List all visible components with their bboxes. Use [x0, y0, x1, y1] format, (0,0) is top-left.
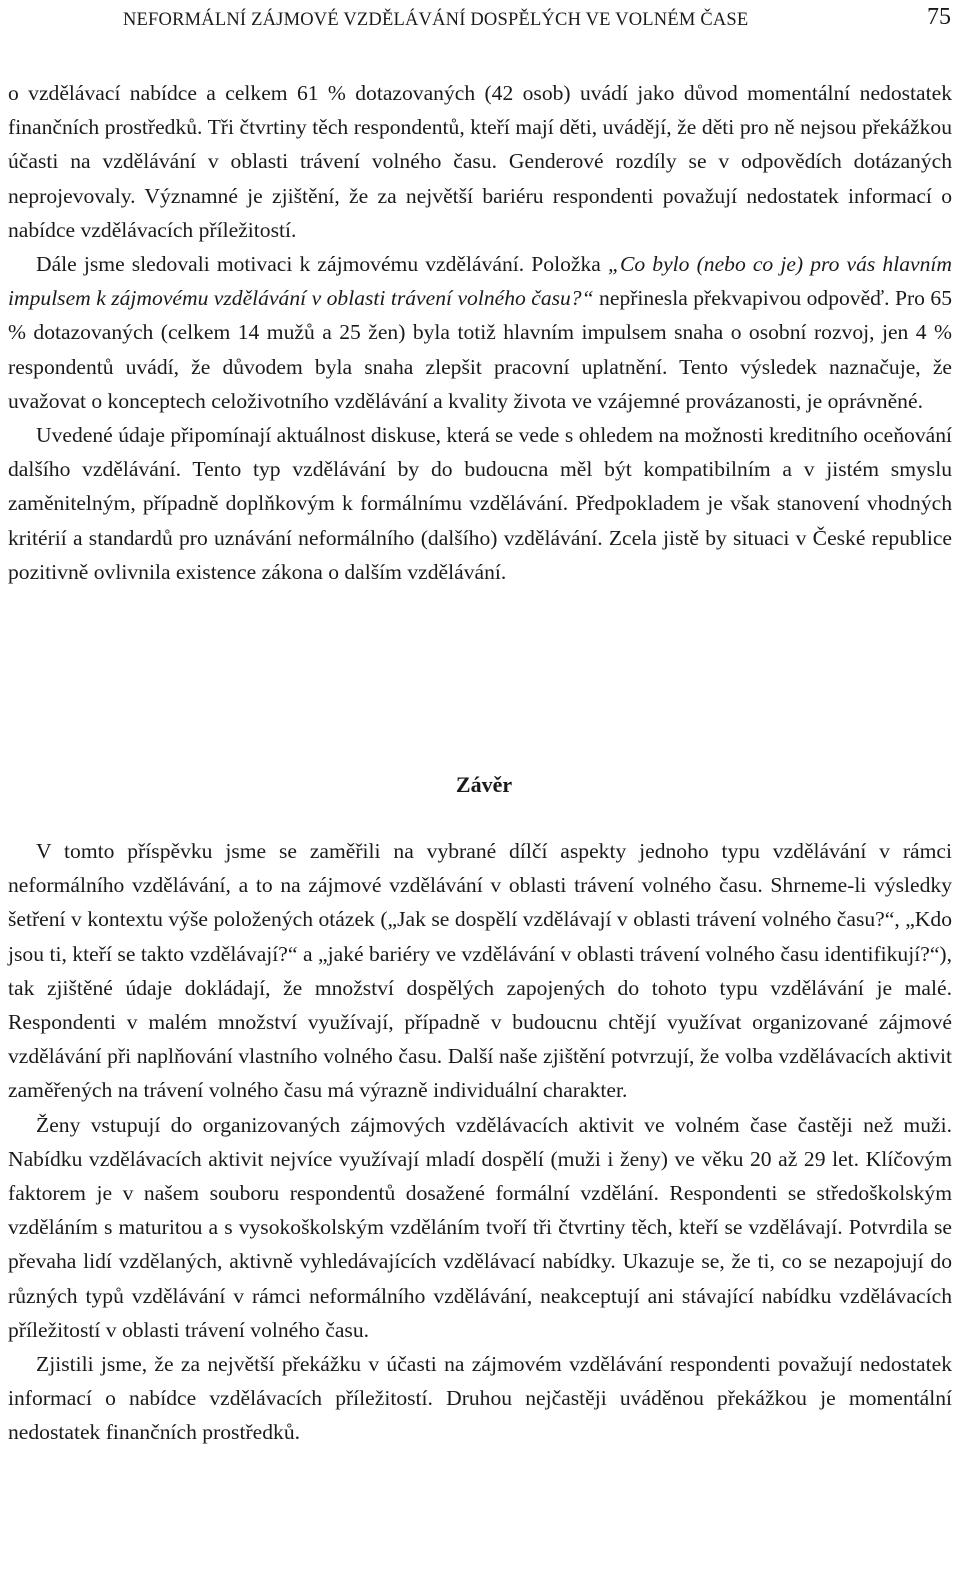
paragraph: V tomto příspěvku jsme se zaměřili na vybrané dílčí aspekty jednoho typu vzdělávání v rámci neformálního vzdělávání, a to na zájmové vzdělávání v oblasti trávení volného času. Shrneme-li výsledky šetření v kontextu výše položených otázek („Jak se dospělí vzdělávají v oblasti trávení volného času?“, „Kdo jsou ti, kteří se takto vzdělávají?“ a „jaké bariéry ve vzdělávání v oblasti trávení volného času identifikují?“), tak zjištěné údaje dokládají, že množství dospělých zapojených do tohoto typu vzdělávání je malé. Respondenti v malém množství využívají, případně v budoucnu chtějí využívat organizované zájmové vzdělávání při naplňování vlastního volného času. Další naše zjištění potvrzují, že volba vzdělávacích aktivit zaměřených na trávení volného času má výrazně individuální charakter.	[8, 839, 952, 1103]
paragraph	[8, 247, 952, 418]
running-header	[0, 4, 960, 44]
paragraph: Ženy vstupují do organizovaných zájmových vzdělávacích aktivit ve volném čase častěji než muži. Nabídku vzdělávacích aktivit nejvíce využívají mladí dospělí (muži i ženy) ve věku 20 až 29 let. Klíčovým faktorem je v našem souboru respondentů dosažené formální vzdělání. Respondenti se středoškolským vzděláním s maturitou a s vysokoškolským vzděláním tvoří tři čtvrtiny těch, kteří se vzdělávají. Potvrdila se převaha lidí vzdělaných, aktivně vyhledávajících vzdělávací nabídky. Ukazuje se, že ti, co se nezapojují do různých typů vzdělávání v rámci neformálního vzdělávání, neakceptují ani stávající nabídku vzdělávacích příležitostí v oblasti trávení volného času.	[8, 1112, 952, 1342]
page-number: 75	[927, 4, 951, 30]
section-heading	[0, 772, 960, 798]
survey-question-quote: „Co bylo (nebo co je) pro vás hlavním impulsem k zájmovému vzdělávání v oblasti trávení volného času?“	[8, 252, 952, 311]
section-body	[8, 76, 952, 589]
paragraph: Zjistili jsme, že za největší překážku v účasti na zájmovém vzdělávání respondenti považují nedostatek informací o nabídce vzdělávacích příležitostí. Druhou nejčastěji uváděnou překážkou je momentální nedostatek finančních prostředků.	[8, 1352, 952, 1445]
paragraph: Uvedené údaje připomínají aktuálnost diskuse, která se vede s ohledem na možnosti kreditního oceňování dalšího vzdělávání. Tento typ vzdělávání by do budoucna měl být kompatibilním a v jistém smyslu zaměnitelným, případně doplňkovým k formálnímu vzdělávání. Předpokladem je však stanovení vhodných kritérií a standardů pro uznávání neformálního (dalšího) vzdělávání. Zcela jistě by situaci v České republice pozitivně ovlivnila existence zákona o dalším vzdělávání.	[8, 423, 952, 584]
paragraph: o vzdělávací nabídce a celkem 61 % dotazovaných (42 osob) uvádí jako důvod momentální nedostatek finančních prostředků. Tři čtvrtiny těch respondentů, kteří mají děti, uvádějí, že děti pro ně nejsou překážkou účasti na vzdělávání v oblasti trávení volného času. Genderové rozdíly se v odpovědích dotázaných neprojevovaly. Významné je zjištění, že za největší bariéru respondenti považují nedostatek informací o nabídce vzdělávacích příležitostí.	[8, 81, 952, 242]
paragraph-lead: Dále jsme sledovali motivaci k zájmovému vzdělávání. Položka	[36, 252, 608, 277]
paragraph-rest: nepřinesla překvapivou odpověď. Pro 65 % dotazovaných (celkem 14 mužů a 25 žen) byla totiž hlavním impulsem snaha o osobní rozvoj, jen 4 % respondentů uvádí, že důvodem byla snaha zlepšit pracovní uplatnění. Tento výsledek naznačuje, že uvažovat o konceptech celoživotního vzdělávání a kvality života ve vzájemné provázanosti, je oprávněné.	[8, 286, 952, 413]
running-title: NEFORMÁLNÍ ZÁJMOVÉ VZDĚLÁVÁNÍ DOSPĚLÝCH VE VOLNÉM ČASE	[123, 10, 749, 30]
conclusion-heading: Závěr	[455, 772, 513, 797]
conclusion-body	[8, 834, 952, 1450]
